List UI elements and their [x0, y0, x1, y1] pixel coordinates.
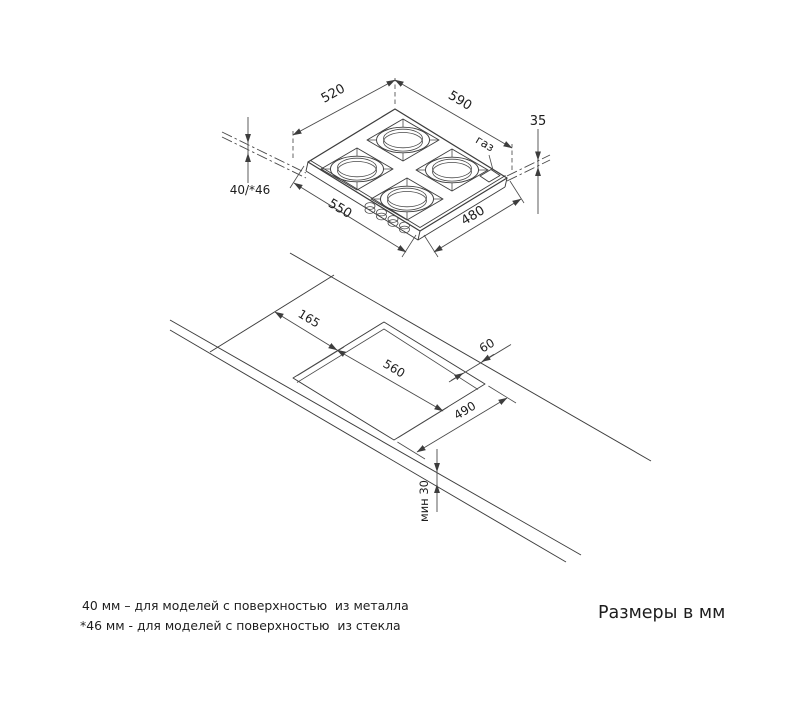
- dim-40-46: [230, 117, 271, 197]
- units-label: Размеры в мм: [598, 603, 726, 623]
- burner-front: [371, 178, 443, 220]
- dim-label-590: 590: [445, 88, 475, 114]
- dim-label-490: 490: [451, 398, 479, 423]
- dim-165: [275, 307, 344, 376]
- note-glass-models: *46 мм - для моделей с поверхностью из стекла: [80, 618, 401, 633]
- worktop-slab: [170, 253, 651, 562]
- burner-right: [416, 149, 488, 191]
- dim-560: [337, 350, 448, 438]
- dim-label-60: 60: [476, 335, 498, 356]
- worktop-clearance-line: [170, 330, 566, 562]
- dim-label-480: 480: [458, 203, 488, 229]
- worktop-back-edge: [290, 253, 651, 461]
- dim-label-40-46: 40/*46: [229, 183, 271, 197]
- worktop-front-edge: [170, 320, 581, 555]
- dim-label-35: 35: [529, 114, 547, 129]
- dim-label-min-30: мин 30: [417, 480, 431, 522]
- dim-label-560: 560: [380, 356, 408, 381]
- countertop-section-line-right: [507, 155, 550, 181]
- burner-left: [321, 148, 393, 190]
- cutout-outline: [293, 322, 485, 440]
- burner-back: [367, 119, 439, 161]
- dim-label-550: 550: [325, 196, 355, 222]
- dim-min-30: [417, 449, 437, 522]
- dim-label-520: 520: [318, 81, 348, 107]
- dim-490: [397, 386, 516, 459]
- footnotes: [80, 598, 725, 633]
- cutout-drawing: [170, 253, 651, 562]
- note-metal-models: 40 мм – для моделей с поверхностью из металла: [82, 598, 409, 613]
- cutout-opening: [293, 322, 485, 440]
- hob-drawing: [222, 78, 550, 257]
- gas-label: газ: [473, 132, 497, 155]
- dim-label-165: 165: [295, 306, 323, 331]
